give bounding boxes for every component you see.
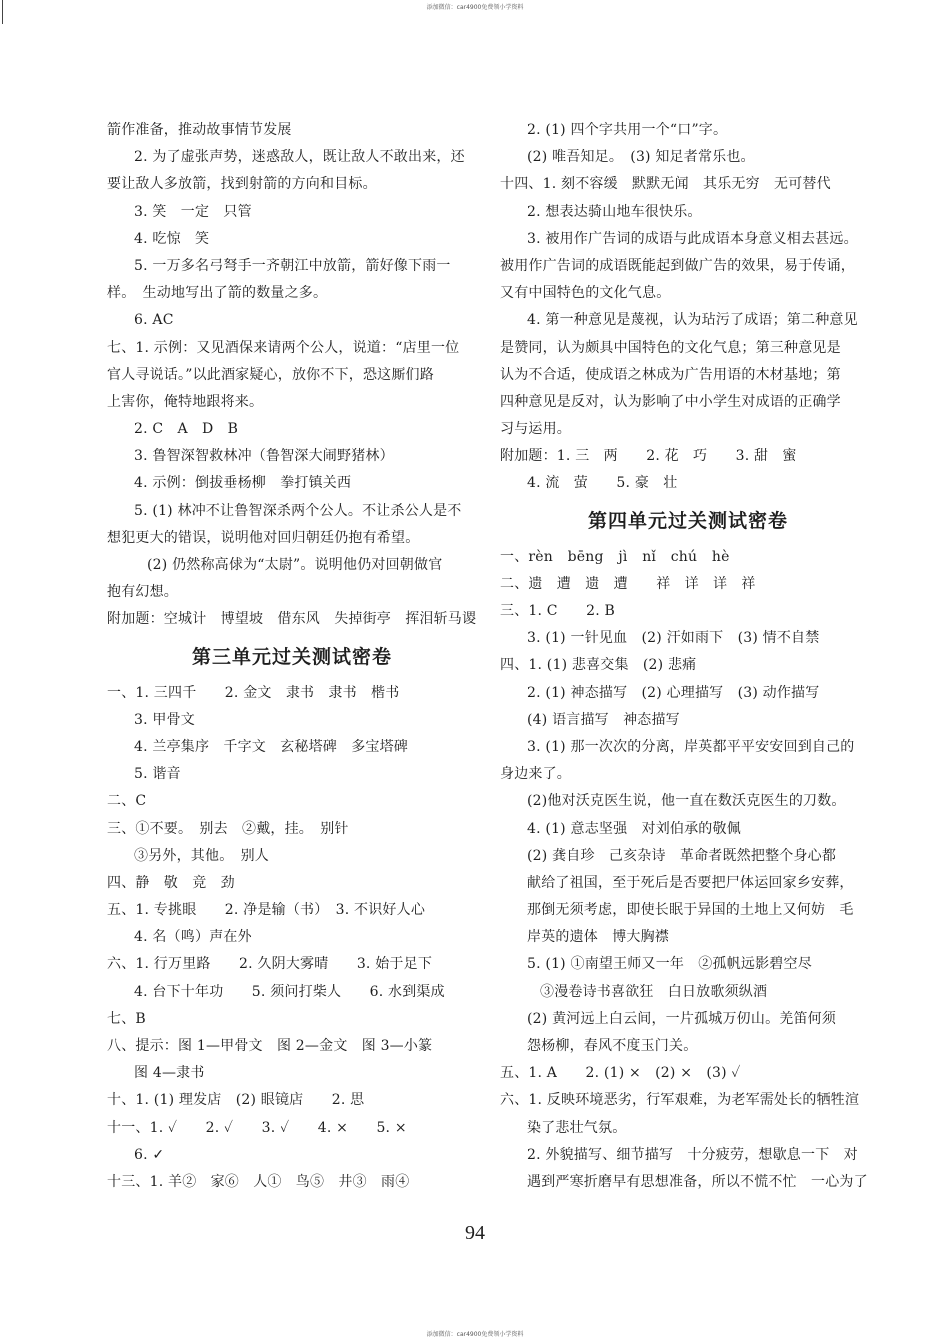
answer-line: 想犯更大的错误，说明他对回归朝廷仍抱有希望。	[107, 529, 420, 546]
answer-line: 六、1. 反映环境恶劣，行军艰难，为老军需处长的牺牲渲	[500, 1092, 860, 1109]
answer-line: 身边来了。	[500, 766, 571, 783]
answer-line: (2)他对沃克医生说，他一直在数沃克医生的刀数。	[527, 793, 846, 810]
answer-line: 4. 第一种意见是蔑视，认为玷污了成语；第二种意见	[527, 312, 858, 329]
answer-line: ③漫卷诗书喜欲狂 白日放歌须纵酒	[540, 983, 768, 1000]
answer-line: 一、1. 三四千 2. 金文 隶书 隶书 楷书	[107, 684, 400, 701]
answer-line: 5. (1) 林冲不让鲁智深杀两个公人。不让杀公人是不	[134, 502, 462, 519]
watermark-top: 添加微信：car4900免费领小学资料	[426, 4, 524, 11]
answer-line: 一、rèn bēng jì nǐ chú hè	[500, 548, 730, 565]
answer-line: 认为不合适，使成语之林成为广告用语的木材基地；第	[500, 366, 841, 383]
answer-line: 岸英的遗体 博大胸襟	[527, 929, 669, 946]
answer-line: 4. 示例：倒拔垂杨柳 拳打镇关西	[134, 475, 352, 492]
answer-line: 3. 鲁智深智救林冲（鲁智深大闹野猪林）	[134, 448, 394, 465]
answer-line: 箭作准备，推动故事情节发展	[107, 122, 292, 138]
answer-line: 官人寻说话。”以此酒家疑心，放你不下，恐这厮们路	[107, 366, 434, 383]
answer-line: 2. 为了虚张声势，迷惑敌人，既让敌人不敢出来，还	[134, 149, 465, 166]
watermark-bottom: 添加微信：car4900免费领小学资料	[426, 1331, 524, 1338]
answer-line: 十、1. (1) 理发店 (2) 眼镜店 2. 思	[107, 1092, 365, 1109]
answer-line: 6. ✓	[134, 1146, 165, 1163]
section-heading: 第三单元过关测试密卷	[191, 645, 392, 668]
answer-line: 样。 生动地写出了箭的数量之多。	[107, 285, 328, 302]
answer-line: 3. 被用作广告词的成语与此成语本身意义相去甚远。	[527, 230, 858, 247]
answer-line: 染了悲壮气氛。	[527, 1119, 627, 1136]
answer-line: 4. 兰亭集序 千字文 玄秘塔碑 多宝塔碑	[134, 738, 409, 755]
answer-line: 要让敌人多放箭，找到射箭的方向和目标。	[107, 176, 377, 193]
answer-line: 四、静 敬 竞 劲	[107, 874, 235, 891]
answer-line: 附加题：1. 三 两 2. 花 巧 3. 甜 蜜	[500, 448, 797, 465]
answer-line: 四、1. (1) 悲喜交集 (2) 悲痛	[500, 657, 697, 674]
answer-line: (2) 唯吾知足。 (3) 知足者常乐也。	[527, 149, 755, 166]
answer-line: (2) 龚自珍 己亥杂诗 革命者既然把整个身心都	[527, 847, 837, 864]
answer-line: (2) 黄河远上白云间，一片孤城万仞山。羌笛何须	[527, 1010, 837, 1027]
answer-line: 七、1. 示例：又见酒保来请两个公人，说道：“店里一位	[107, 339, 460, 356]
answer-line: 献给了祖国，至于死后是否要把尸体运回家乡安葬，	[527, 874, 854, 891]
answer-line: 八、提示：图 1—甲骨文 图 2—金文 图 3—小篆	[107, 1038, 433, 1054]
answer-line: 2. 外貌描写、细节描写 十分疲劳，想歇息一下 对	[527, 1146, 858, 1163]
answer-line: 二、C	[107, 793, 147, 810]
answer-line: 4. 台下十年功 5. 须问打柴人 6. 水到渠成	[134, 983, 445, 1000]
answer-line: ③另外，其他。 别人	[134, 847, 269, 864]
answer-line: 上害你，俺特地跟将来。	[107, 393, 264, 410]
answer-line: 5. (1) ①南望王师又一年 ②孤帆远影碧空尽	[527, 956, 812, 973]
answer-line: 4. (1) 意志坚强 对刘伯承的敬佩	[527, 820, 741, 837]
answer-line: 附加题：空城计 博望坡 借东风 失掉街亭 挥泪斩马谡	[107, 611, 477, 628]
answer-line: 五、1. A 2. (1) × (2) × (3) ✓	[500, 1065, 741, 1082]
right-column	[500, 117, 876, 1196]
answer-line: 三、1. C 2. B	[500, 603, 616, 619]
answer-line: 抱有幻想。	[107, 584, 178, 601]
answer-line: 5. 谐音	[134, 766, 181, 783]
answer-line: 图 4—隶书	[134, 1065, 205, 1082]
answer-line: 六、1. 行万里路 2. 久阴大雾晴 3. 始于足下	[107, 956, 433, 973]
answer-line: 3. 笑 一定 只管	[134, 203, 252, 220]
answer-line: 6. AC	[134, 312, 174, 329]
answer-line: 3. (1) 一针见血 (2) 汗如雨下 (3) 情不自禁	[527, 630, 820, 647]
page-number: 94	[465, 1222, 485, 1244]
answer-line: 2. C A D B	[134, 421, 239, 438]
answer-line: 遇到严寒折磨早有思想准备，所以不慌不忙 一心为了	[527, 1173, 868, 1190]
answer-line: 3. 甲骨文	[134, 711, 196, 728]
answer-line: 3. (1) 那一次次的分离，岸英都平平安安回到自己的	[527, 738, 855, 755]
answer-line: (4) 语言描写 神态描写	[527, 711, 680, 728]
answer-line: 4. 流 萤 5. 豪 壮	[527, 475, 678, 492]
answer-line: 是赞同，认为颇具中国特色的文化气息；第三种意见是	[500, 339, 841, 356]
section-heading: 第四单元过关测试密卷	[587, 509, 788, 532]
answer-line: 4. 吃惊 笑	[134, 230, 210, 247]
answer-line: 七、B	[107, 1010, 146, 1027]
answer-line: 那倒无须考虑，即使长眠于异国的土地上又何妨 毛	[527, 902, 854, 919]
answer-line: 二、遗 遭 遗 遭 祥 详 详 祥	[500, 575, 756, 592]
answer-line: 被用作广告词的成语既能起到做广告的效果，易于传诵，	[500, 257, 855, 274]
answer-line: 又有中国特色的文化气息。	[500, 285, 671, 302]
answer-line: 2. (1) 神态描写 (2) 心理描写 (3) 动作描写	[527, 684, 820, 701]
answer-line: 五、1. 专挑眼 2. 净是输（书） 3. 不识好人心	[107, 902, 426, 919]
answer-line: 2. (1) 四个字共用一个“口”字。	[527, 122, 728, 138]
answer-line: 十四、1. 刻不容缓 默默无闻 其乐无穷 无可替代	[500, 176, 831, 193]
answer-line: 四种意见是反对，认为影响了中小学生对成语的正确学	[500, 393, 841, 410]
answer-line: 十一、1. ✓ 2. ✓ 3. ✓ 4. × 5. ×	[107, 1119, 407, 1136]
answer-line: 5. 一万多名弓弩手一齐朝江中放箭，箭好像下雨一	[134, 257, 451, 274]
answer-line: 三、①不要。 别去 ②戴，挂。 别针	[107, 820, 349, 837]
answer-line: 4. 名（鸣）声在外	[134, 929, 252, 946]
answer-line: (2) 仍然称高俅为“太尉”。说明他仍对回朝做官	[147, 557, 443, 573]
answer-line: 习与运用。	[500, 421, 571, 438]
answer-line: 2. 想表达骑山地车很快乐。	[527, 203, 702, 220]
answer-line: 怨杨柳，春风不度玉门关。	[527, 1038, 698, 1054]
answer-line: 十三、1. 羊② 家⑥ 人① 鸟⑤ 井③ 雨④	[107, 1173, 410, 1190]
left-column	[107, 117, 477, 1196]
